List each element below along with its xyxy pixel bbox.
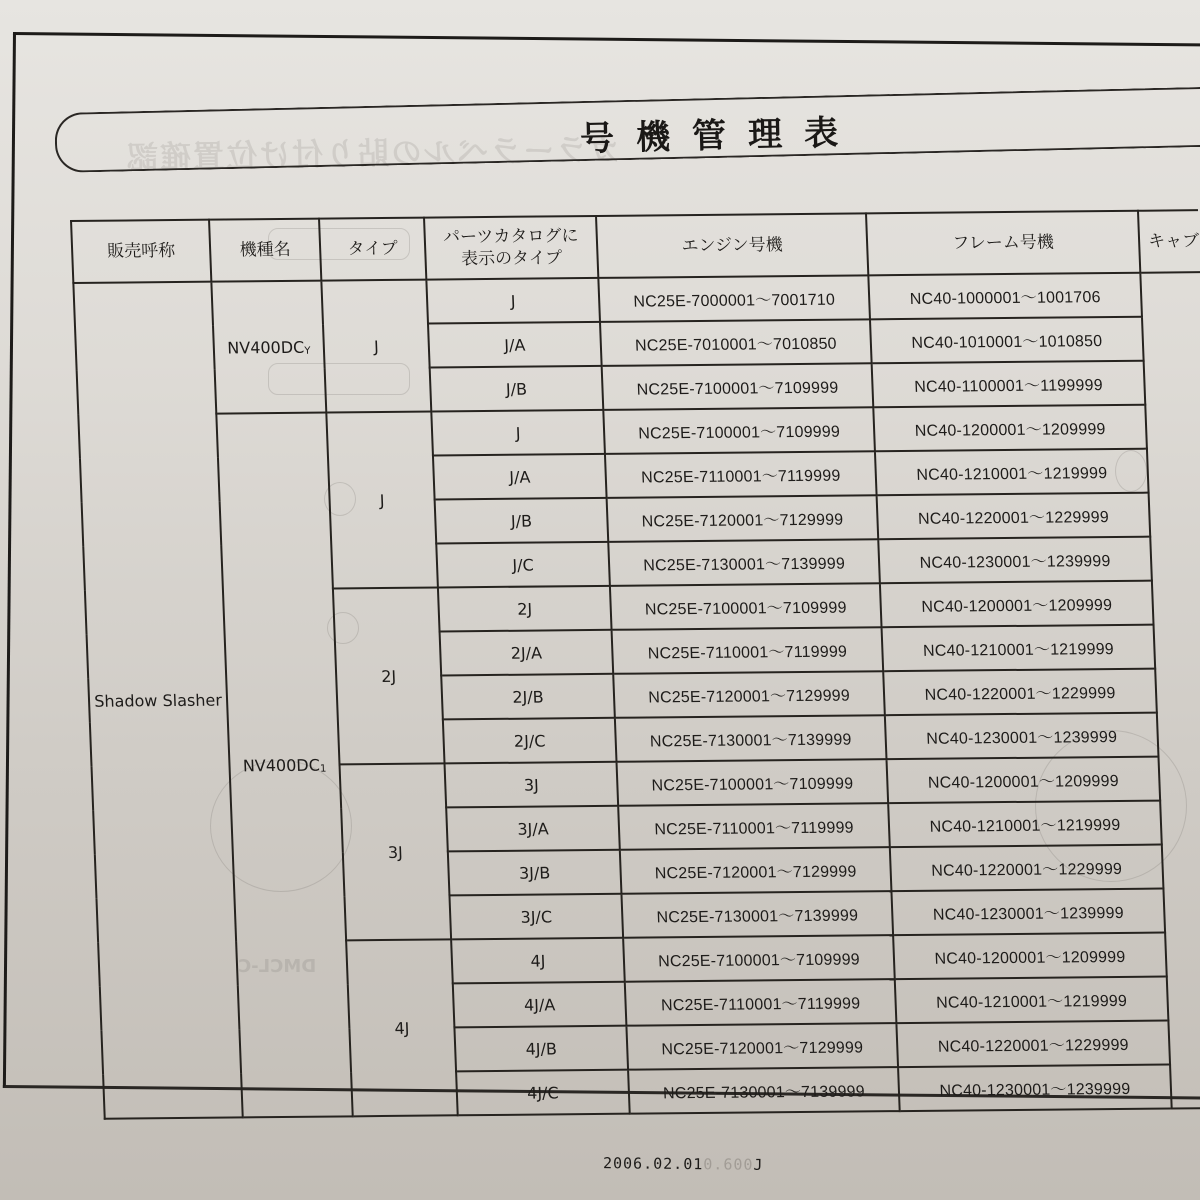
model-name-base: NV400DC (226, 337, 305, 357)
engine-number-cell: NC25E-7100001～7109999 (623, 935, 895, 982)
frame-number-cell: NC40-1010001～1010850 (870, 317, 1144, 364)
sales-name-cell: Shadow Slasher (73, 282, 242, 1119)
frame-number-cell: NC40-1230001～1239999 (891, 889, 1165, 936)
catalog-type-cell: 3J/A (446, 806, 620, 852)
type-cell: J (321, 280, 431, 413)
catalog-type-cell: J/A (428, 322, 602, 368)
serial-number-table (70, 209, 1200, 1120)
engine-number-cell: NC25E-7010001～7010850 (600, 319, 872, 366)
engine-number-cell: NC25E-7130001～7139999 (621, 891, 893, 938)
frame-number-cell: NC40-1210001～1219999 (875, 449, 1149, 496)
catalog-type-cell: 2J/C (443, 718, 617, 764)
engine-number-cell: NC25E-7120001～7129999 (626, 1023, 898, 1070)
engine-number-cell: NC25E-7110001～7119999 (605, 451, 877, 498)
footer-ghost-text: 0.600 (703, 1155, 754, 1174)
frame-number-cell: NC40-1200001～1209999 (893, 933, 1167, 980)
frame-number-cell: NC40-1210001～1219999 (882, 625, 1156, 672)
header-model-name: 機種名 (209, 219, 321, 282)
catalog-type-cell: J/A (433, 454, 607, 500)
engine-number-cell: NC25E-7100001～7109999 (602, 363, 874, 410)
header-sales-name: 販売呼称 (71, 220, 211, 283)
bleed-through-heading: カラーラベルの貼り付け位置確認 (124, 131, 621, 177)
engine-number-cell: NC25E-7000001～7001710 (598, 275, 870, 322)
catalog-type-cell: J/B (430, 366, 604, 412)
page-title: 号機管理表 (579, 112, 861, 160)
frame-number-cell: NC40-1230001～1239999 (878, 537, 1152, 584)
footer-print-date (603, 1154, 764, 1174)
model-name-cell (211, 281, 326, 414)
frame-number-cell: NC40-1220001～1229999 (890, 845, 1164, 892)
type-cell: 3J (340, 763, 452, 940)
footer-date-text: 2006.02.01 (602, 1154, 704, 1174)
engine-number-cell: NC25E-7110001～7119999 (612, 627, 884, 674)
frame-number-cell: NC40-1000001～1001706 (868, 273, 1142, 320)
header-cut-off-column: キャブ (1138, 210, 1200, 273)
catalog-type-cell: 3J (445, 762, 619, 808)
catalog-type-cell: 2J/B (441, 674, 615, 720)
catalog-type-cell: J/B (435, 498, 609, 544)
footer-suffix: J (753, 1155, 764, 1174)
catalog-type-cell: 4J/B (454, 1026, 628, 1072)
header-frame-number: フレーム号機 (866, 211, 1140, 276)
header-engine-number: エンジン号機 (596, 213, 868, 278)
type-cell: 2J (333, 587, 445, 764)
model-name-suffix: Y (304, 345, 311, 357)
catalog-type-cell: 3J/B (448, 850, 622, 896)
frame-number-cell: NC40-1210001～1219999 (888, 801, 1162, 848)
frame-number-cell: NC40-1220001～1229999 (896, 1020, 1170, 1067)
header-catalog-type-line1: パーツカタログに (442, 226, 579, 248)
engine-number-cell: NC25E-7130001～7139999 (615, 715, 887, 762)
frame-number-cell: NC40-1210001～1219999 (895, 977, 1169, 1024)
frame-number-cell: NC40-1230001～1239999 (885, 713, 1159, 760)
model-name-base: NV400DC (242, 755, 321, 775)
catalog-type-cell: 2J/A (440, 630, 614, 676)
serial-number-table-wrap (70, 209, 1200, 1120)
frame-number-cell: NC40-1200001～1209999 (886, 757, 1160, 804)
engine-number-cell: NC25E-7120001～7129999 (607, 495, 879, 542)
engine-number-cell: NC25E-7100001～7109999 (603, 407, 875, 454)
type-cell: 4J (346, 939, 458, 1116)
frame-number-cell: NC40-1230001～1239999 (898, 1064, 1172, 1111)
header-catalog-type (424, 216, 598, 280)
model-name-suffix: 1 (319, 763, 327, 775)
frame-number-cell: NC40-1100001～1199999 (872, 361, 1146, 408)
type-cell: J (326, 412, 438, 589)
catalog-type-cell: 3J/C (449, 894, 623, 940)
engine-number-cell: NC25E-7130001～7139999 (628, 1067, 900, 1114)
engine-number-cell: NC25E-7110001～7119999 (618, 803, 890, 850)
catalog-type-cell: 4J (451, 938, 625, 984)
frame-number-cell: NC40-1220001～1229999 (877, 493, 1151, 540)
frame-number-cell: NC40-1200001～1209999 (873, 405, 1147, 452)
watermark-label: DMCL-C (238, 956, 317, 977)
engine-number-cell: NC25E-7100001～7109999 (610, 583, 882, 630)
header-catalog-type-line2: 表示のタイプ (460, 248, 563, 270)
catalog-type-cell: 4J/A (453, 982, 627, 1028)
catalog-type-cell: J (431, 410, 605, 456)
catalog-type-cell: J/C (436, 542, 610, 588)
table-header-row (71, 210, 1200, 283)
engine-number-cell: NC25E-7130001～7139999 (608, 539, 880, 586)
frame-number-cell: NC40-1220001～1229999 (883, 669, 1157, 716)
engine-number-cell: NC25E-7120001～7129999 (620, 847, 892, 894)
catalog-type-cell: 4J/C (456, 1070, 630, 1116)
engine-number-cell: NC25E-7120001～7129999 (613, 671, 885, 718)
frame-number-cell: NC40-1200001～1209999 (880, 581, 1154, 628)
catalog-type-cell: J (426, 278, 600, 324)
header-type: タイプ (319, 218, 426, 281)
catalog-type-cell: 2J (438, 586, 612, 632)
engine-number-cell: NC25E-7100001～7109999 (617, 759, 889, 806)
engine-number-cell: NC25E-7110001～7119999 (625, 979, 897, 1026)
